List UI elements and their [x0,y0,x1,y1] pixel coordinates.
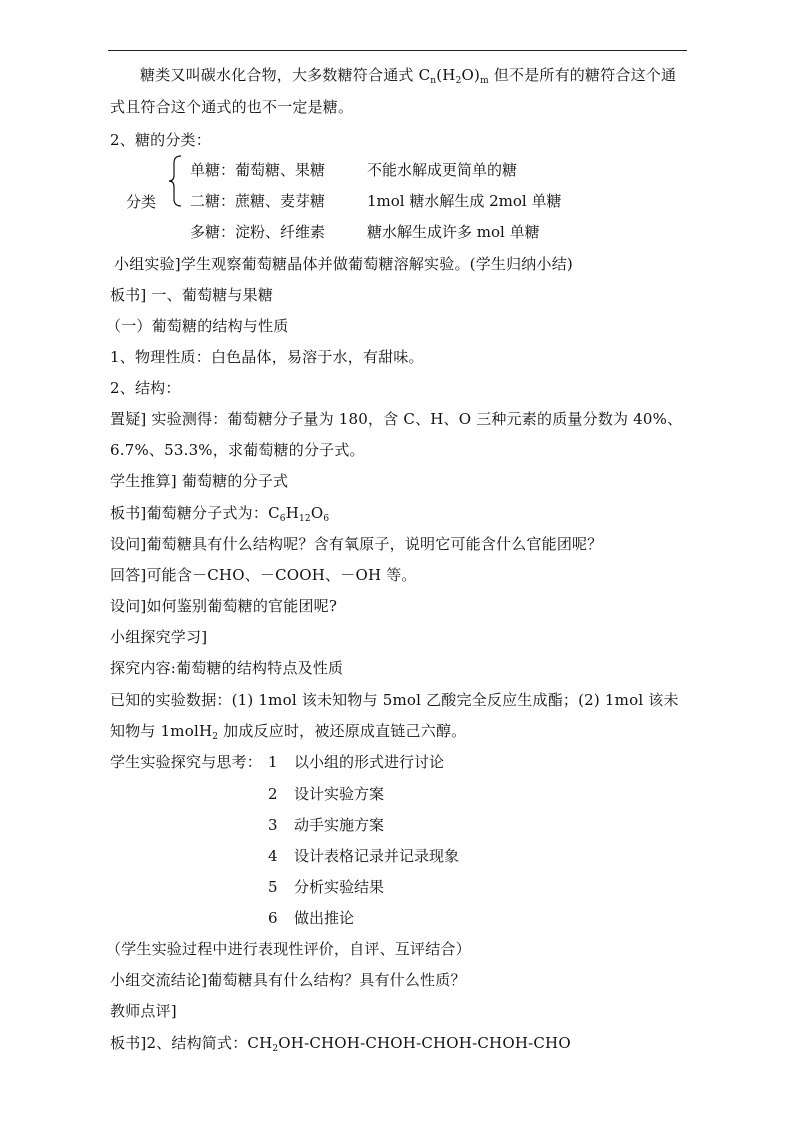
study-content: 探究内容:葡萄糖的结构特点及性质 [110,659,344,677]
step-4-text: 设计表格记录并记录现象 [294,847,460,865]
classify-row-3-desc: 糖水解生成许多 mol 单糖 [367,223,540,241]
step-6-text: 做出推论 [294,909,355,927]
step-1-text: 以小组的形式进行讨论 [294,753,445,771]
steps-label: 学生实验探究与思考： [110,753,263,771]
group-experiment: 小组实验]学生观察葡萄糖晶体并做葡萄糖溶解实验。(学生归纳小结) [114,255,573,273]
student-infer: 学生推算] 葡萄糖的分子式 [110,472,289,490]
step-4-num: 4 [268,847,278,865]
known-data-line-1: 已知的实验数据：(1) 1mol 该未知物与 5mol 乙酸完全反应生成酯；(2) 1mol 该未 [110,691,679,709]
intro-line-2: 式且符合这个通式的也不一定是糖。 [110,98,354,116]
classify-row-1-name: 单糖：葡萄糖、果糖 [190,161,326,179]
brace-icon [168,155,182,207]
classify-row-3-name: 多糖：淀粉、纤维素 [190,223,326,241]
step-2-num: 2 [268,785,278,803]
known-data-line-2: 知物与 1molH$_2$ 加成反应时，被还原成直链己六醇。 [110,722,467,742]
doubt-line-1: 置疑] 实验测得：葡萄糖分子量为 180，含 C、H、O 三种元素的质量分数为 40%、 [110,410,683,428]
question-1: 设问]葡萄糖具有什么结构呢？含有氧原子，说明它可能含什么官能团呢？ [110,535,603,553]
answer-1: 回答]可能含－CHO、－COOH、－OH 等。 [110,566,417,584]
section-1-title: （一）葡萄糖的结构与性质 [106,317,289,335]
header-rule [108,50,687,51]
intro-line-1: 糖类又叫碳水化合物，大多数糖符合通式 $C_n(H_2O)_m$ 但不是所有的糖符合这个通 [140,66,677,86]
physical-properties: 1、物理性质：白色晶体，易溶于水，有甜味。 [110,348,424,366]
group-conclusion: 小组交流结论]葡萄糖具有什么结构？具有什么性质？ [110,971,466,989]
classify-heading: 2、糖的分类： [110,131,211,149]
step-2-text: 设计实验方案 [294,785,385,803]
molecular-formula: 板书]葡萄糖分子式为：$C_6H_{12}O_6$ [110,504,330,524]
evaluation-note: （学生实验过程中进行表现性评价，自评、互评结合） [106,940,471,958]
structure-heading: 2、结构： [110,379,181,397]
classify-row-2-desc: 1mol 糖水解生成 2mol 单糖 [367,192,562,210]
step-1-num: 1 [268,753,278,771]
structural-formula: 板书]2、结构简式：$CH_2OH-CHOH-CHOH-CHOH-CHOH$-CHO [110,1034,571,1054]
question-2: 设问]如何鉴别葡萄糖的官能团呢? [110,597,338,615]
classify-row-2-name: 二糖：蔗糖、麦芽糖 [190,192,326,210]
board-title-1: 板书] 一、葡萄糖与果糖 [110,286,274,304]
doubt-line-2: 6.7%、53.3%，求葡萄糖的分子式。 [110,441,365,459]
step-3-num: 3 [268,816,278,834]
step-5-num: 5 [268,878,278,896]
step-6-num: 6 [268,909,278,927]
step-5-text: 分析实验结果 [294,878,385,896]
teacher-comment: 教师点评] [110,1002,177,1020]
step-3-text: 动手实施方案 [294,816,385,834]
group-study: 小组探究学习] [110,628,208,646]
classify-row-1-desc: 不能水解成更简单的糖 [367,161,518,179]
classify-label: 分类 [126,193,157,211]
